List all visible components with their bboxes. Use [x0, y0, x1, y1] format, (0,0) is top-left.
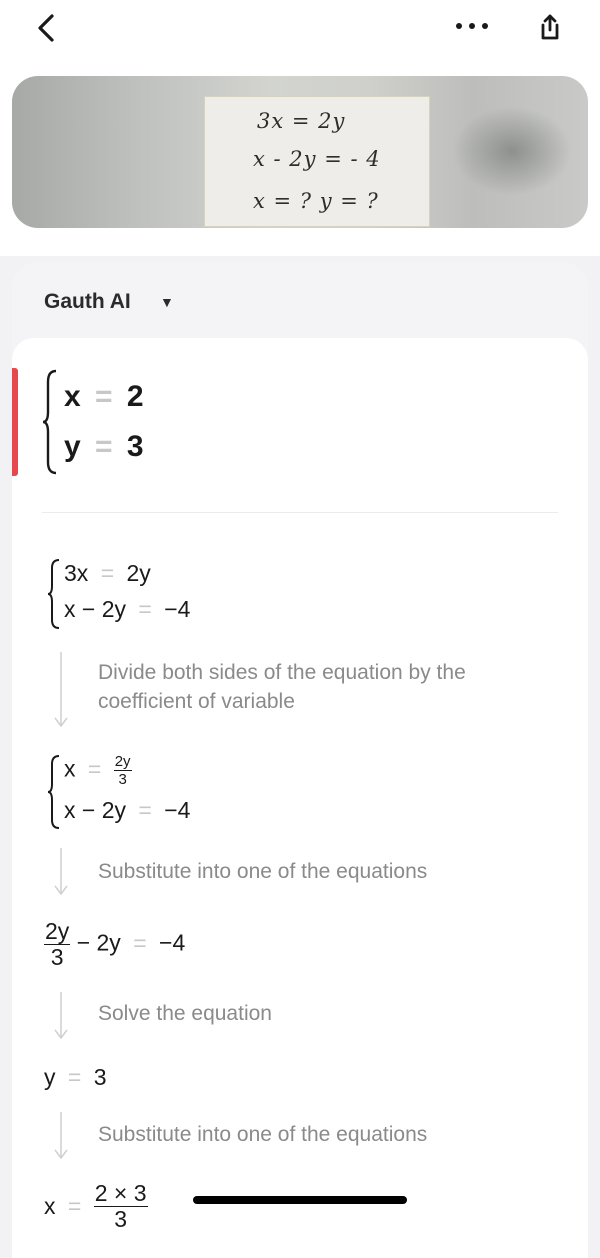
- final-answer: [42, 368, 202, 478]
- down-arrow-icon: [54, 992, 68, 1040]
- answer-accent-bar: [12, 368, 18, 476]
- equals-sign: =: [87, 755, 102, 782]
- step-system-divided: [46, 754, 246, 832]
- equals-sign: =: [67, 1064, 82, 1090]
- down-arrow-icon: [54, 652, 68, 728]
- photo-strip: [0, 60, 600, 256]
- top-bar: [0, 0, 600, 60]
- brace-icon: [46, 754, 62, 830]
- equation-rhs: 2y: [126, 560, 151, 586]
- handwritten-note: [204, 96, 430, 227]
- equation-lhs: x: [44, 1193, 56, 1219]
- equals-sign: =: [133, 929, 147, 956]
- handwritten-line-3: x = ? y = ?: [253, 189, 379, 213]
- equation-rhs: −4: [159, 929, 186, 956]
- handwritten-line-2: x - 2y = - 4: [253, 147, 381, 171]
- step-equation-substituted: [44, 920, 185, 969]
- step-x-substituted: [44, 1182, 148, 1231]
- share-icon: [534, 12, 566, 44]
- fraction-denominator: 3: [114, 1206, 128, 1232]
- caret-down-icon[interactable]: ▼: [160, 294, 174, 310]
- step-note: Divide both sides of the equation by the coefficient of variable: [98, 661, 466, 713]
- equation-lhs: x: [64, 755, 76, 782]
- equation-rhs: −4: [164, 596, 191, 622]
- solution-panel: [12, 338, 588, 1258]
- answer-x-var: x: [64, 380, 81, 413]
- equals-sign: =: [67, 1193, 82, 1219]
- fraction: [114, 754, 132, 787]
- more-horizontal-icon: [454, 21, 490, 31]
- down-arrow-icon: [54, 1112, 68, 1160]
- brace-icon: [42, 368, 58, 476]
- equation-rhs: −4: [164, 797, 191, 823]
- step-note: Solve the equation: [98, 1002, 272, 1025]
- home-indicator[interactable]: [193, 1196, 407, 1204]
- equation-middle: − 2y: [76, 929, 121, 956]
- equation-rhs: 3: [93, 1064, 107, 1090]
- equation-lhs: y: [44, 1064, 56, 1090]
- step-system-original: [46, 558, 246, 630]
- answer-x-value: 2: [126, 380, 144, 413]
- chevron-left-icon: [36, 13, 56, 43]
- handwritten-line-1: 3x = 2y: [257, 109, 346, 133]
- fraction: [44, 920, 70, 969]
- photo-shadow: [452, 106, 572, 196]
- share-button[interactable]: [530, 8, 570, 48]
- step-note: Substitute into one of the equations: [98, 1123, 428, 1146]
- step-y-result: [44, 1064, 107, 1091]
- ai-model-label[interactable]: Gauth AI: [44, 290, 131, 313]
- fraction-denominator: 3: [118, 771, 127, 788]
- brace-icon: [46, 558, 62, 630]
- equals-sign: =: [100, 560, 115, 586]
- step-note: Substitute into one of the equations: [98, 860, 428, 883]
- equation-lhs: x − 2y: [64, 797, 127, 823]
- more-button[interactable]: [450, 10, 494, 42]
- equation-lhs: 3x: [64, 560, 89, 586]
- equals-sign: =: [138, 596, 152, 622]
- fraction-numerator: 2 × 3: [94, 1180, 147, 1206]
- fraction: [94, 1182, 148, 1231]
- back-button[interactable]: [28, 8, 64, 48]
- down-arrow-icon: [54, 848, 68, 896]
- equals-sign: =: [95, 380, 113, 413]
- fraction-numerator: 2y: [45, 918, 70, 944]
- question-photo[interactable]: [12, 76, 588, 228]
- answer-y-var: y: [64, 430, 81, 463]
- equation-lhs: x − 2y: [64, 596, 127, 622]
- divider: [42, 512, 558, 513]
- answer-y-value: 3: [126, 430, 144, 463]
- fraction-denominator: 3: [50, 944, 64, 970]
- fraction-numerator: 2y: [114, 753, 131, 770]
- equals-sign: =: [138, 797, 152, 823]
- equals-sign: =: [95, 430, 113, 463]
- solution-card: [12, 262, 588, 1242]
